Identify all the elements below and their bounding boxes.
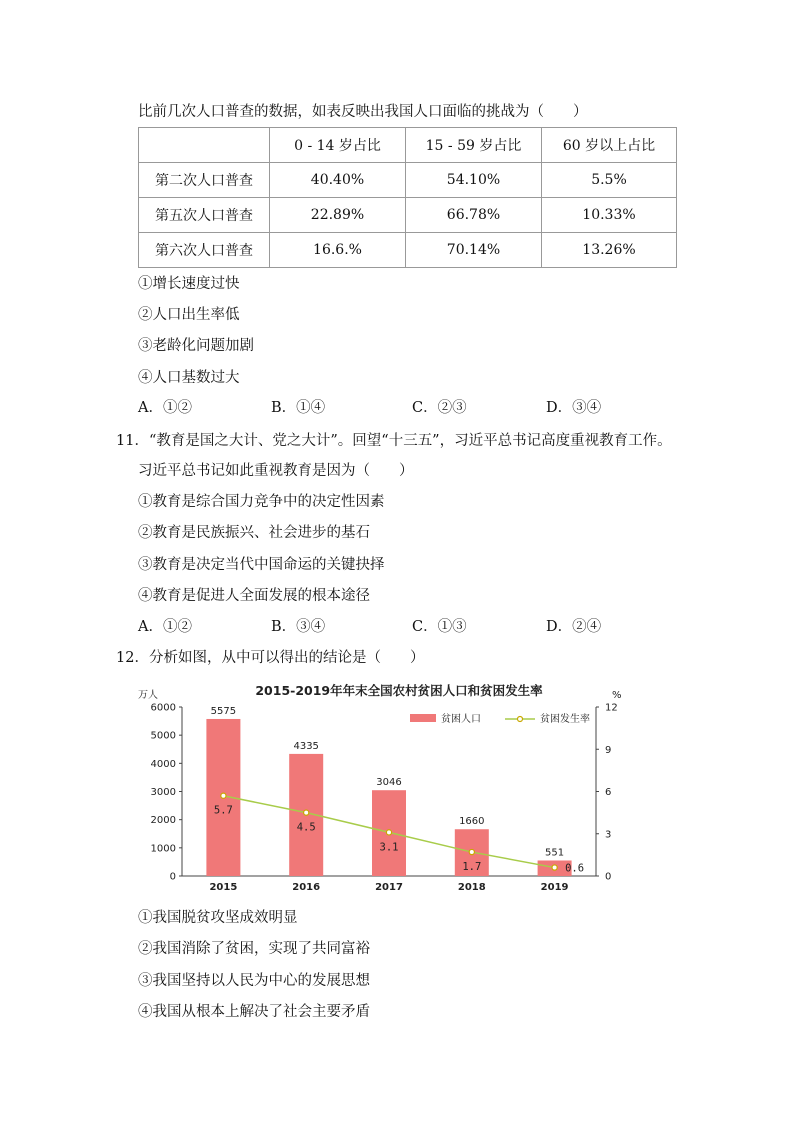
rate-point: [221, 793, 226, 798]
table-header-cell: 15 - 59 岁占比: [406, 128, 542, 163]
right-axis-unit: %: [612, 690, 622, 701]
left-axis-unit: 万人: [138, 690, 158, 701]
left-tick-label: 3000: [150, 787, 176, 798]
bar-value-label: 4335: [293, 740, 319, 752]
table-cell: 第五次人口普查: [139, 198, 270, 233]
option-b[interactable]: B．①④: [271, 400, 326, 416]
left-tick-label: 0: [169, 871, 176, 883]
q10-statement: ②人口出生率低: [138, 307, 240, 323]
table-header-cell: 0 - 14 岁占比: [270, 128, 406, 163]
table-row: [139, 163, 677, 198]
right-tick-label: 6: [605, 787, 612, 798]
q11-stem-line2: 习近平总书记如此重视教育是因为（ ）: [138, 463, 414, 479]
table-row: [139, 233, 677, 268]
option-b[interactable]: B．③④: [271, 619, 326, 635]
option-d[interactable]: D．②④: [546, 619, 602, 635]
option-d[interactable]: D．③④: [546, 400, 602, 416]
q12-statement: ①我国脱贫攻坚成效明显: [138, 910, 298, 926]
x-tick-label: 2019: [540, 882, 569, 892]
q11-statement: ②教育是民族振兴、社会进步的基石: [138, 525, 370, 541]
x-tick-label: 2017: [375, 882, 403, 892]
q12-statement: ③我国坚持以人民为中心的发展思想: [138, 973, 370, 989]
x-tick-label: 2018: [457, 882, 486, 892]
bar-value-label: 1660: [459, 816, 485, 828]
option-c[interactable]: C．①③: [412, 619, 467, 635]
x-tick-label: 2015: [209, 882, 238, 892]
table-cell: 13.26%: [542, 233, 677, 268]
q12-statement: ②我国消除了贫困，实现了共同富裕: [138, 941, 370, 957]
table-cell: 54.10%: [406, 163, 542, 198]
table-cell: 5.5%: [542, 163, 677, 198]
right-tick-label: 3: [605, 829, 612, 841]
right-tick-label: 12: [605, 702, 618, 714]
poverty-chart: [138, 680, 628, 892]
chart-title: 2015-2019年年末全国农村贫困人口和贫困发生率: [255, 683, 543, 698]
q10-statement: ③老龄化问题加剧: [138, 338, 254, 354]
option-c[interactable]: C．②③: [412, 400, 467, 416]
rate-value-label: 4.5: [296, 821, 316, 834]
table-cell: 第六次人口普查: [139, 233, 270, 268]
rate-value-label: 3.1: [379, 841, 399, 854]
table-cell: 70.14%: [406, 233, 542, 268]
table-header-cell: 60 岁以上占比: [542, 128, 677, 163]
right-tick-label: 0: [605, 871, 612, 883]
q12-statement: ④我国从根本上解决了社会主要矛盾: [138, 1004, 370, 1020]
bar-value-label: 5575: [210, 705, 237, 717]
rate-point: [469, 849, 474, 854]
q11-statement: ①教育是综合国力竞争中的决定性因素: [138, 494, 385, 510]
bar-value-label: 551: [545, 847, 565, 859]
legend-line-label: 贫困发生率: [540, 714, 590, 725]
rate-value-label: 1.7: [462, 861, 482, 874]
q10-statement: ④人口基数过大: [138, 370, 240, 386]
rate-point: [552, 865, 557, 870]
rate-value-label: 5.7: [213, 804, 233, 817]
legend-bar-swatch: [410, 714, 436, 722]
option-a[interactable]: A．①②: [138, 619, 192, 635]
x-tick-label: 2016: [292, 882, 321, 892]
left-tick-label: 2000: [150, 815, 176, 827]
table-cell: 10.33%: [542, 198, 677, 233]
q12-stem: 12．分析如图，从中可以得出的结论是（ ）: [116, 650, 425, 666]
table-cell: 16.6.%: [270, 233, 406, 268]
q10-stem-tail: 比前几次人口普查的数据，如表反映出我国人口面临的挑战为（ ）: [138, 104, 588, 120]
table-row: [139, 198, 677, 233]
left-tick-label: 5000: [150, 730, 176, 742]
legend-bar-label: 贫困人口: [441, 714, 481, 725]
q11-stem-line1: 11．“教育是国之大计、党之大计”。回望“十三五”，习近平总书记高度重视教育工作。: [116, 433, 672, 449]
rate-point: [386, 830, 391, 835]
q11-statement: ④教育是促进人全面发展的根本途径: [138, 588, 370, 604]
table-cell: 40.40%: [270, 163, 406, 198]
table-cell: 第二次人口普查: [139, 163, 270, 198]
q10-statement: ①增长速度过快: [138, 276, 240, 292]
q11-statement: ③教育是决定当代中国命运的关键抉择: [138, 557, 385, 573]
left-tick-label: 6000: [150, 702, 176, 714]
rate-point: [304, 810, 309, 815]
bar-value-label: 3046: [376, 777, 402, 789]
table-cell: 66.78%: [406, 198, 542, 233]
legend-line-marker: [518, 717, 523, 722]
left-tick-label: 1000: [150, 843, 176, 855]
table-cell: 22.89%: [270, 198, 406, 233]
table-header-row: [139, 128, 677, 163]
right-tick-label: 9: [605, 744, 612, 756]
census-table: [138, 127, 677, 268]
table-header-cell: [139, 128, 270, 163]
rate-value-label: 0.6: [565, 862, 585, 875]
left-tick-label: 4000: [150, 758, 176, 770]
option-a[interactable]: A．①②: [138, 400, 192, 416]
